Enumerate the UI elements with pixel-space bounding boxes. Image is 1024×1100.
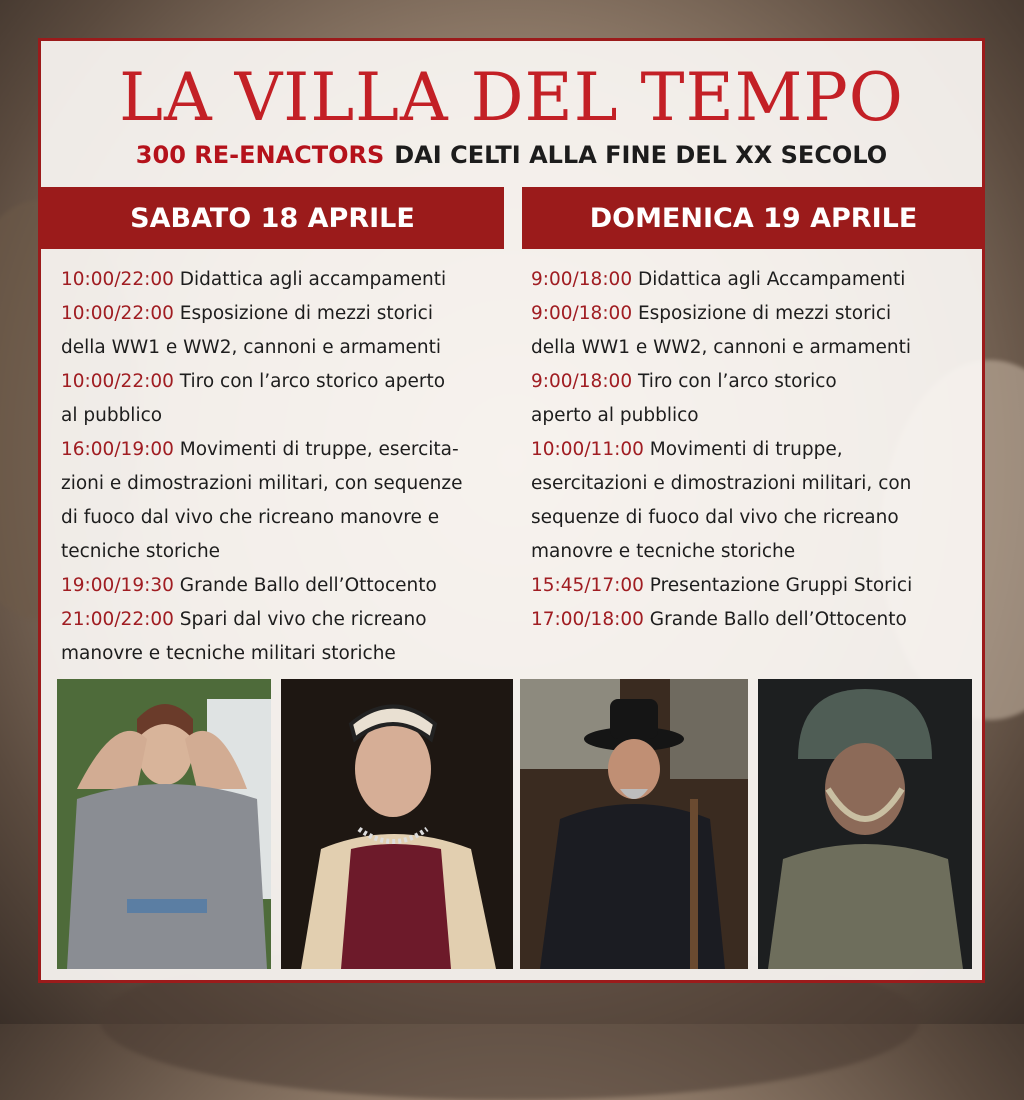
event-time: 10:00/22:00 <box>61 303 174 324</box>
event-description: zioni e dimostrazioni militari, con sequenze <box>61 473 463 494</box>
schedule-line <box>61 569 501 603</box>
event-description: Tiro con l’arco storico <box>637 371 837 392</box>
schedule-line <box>61 535 501 569</box>
event-time: 15:45/17:00 <box>531 575 644 596</box>
saturday-schedule <box>61 263 501 671</box>
event-description: tecniche storiche <box>61 541 221 562</box>
event-description: Esposizione di mezzi storici <box>637 303 892 324</box>
schedule-line <box>531 535 981 569</box>
event-description: manovre e tecniche militari storiche <box>61 643 396 664</box>
schedule-line <box>531 603 981 637</box>
schedule-line <box>531 263 981 297</box>
event-description: sequenze di fuoco dal vivo che ricreano <box>531 507 899 528</box>
event-description: di fuoco dal vivo che ricreano manovre e <box>61 507 440 528</box>
event-description: della WW1 e WW2, cannoni e armamenti <box>531 337 912 358</box>
saturday-heading: SABATO 18 APRILE <box>41 187 504 249</box>
event-description: Tiro con l’arco storico aperto <box>179 371 446 392</box>
poster-panel <box>38 38 985 983</box>
schedule-line <box>61 433 501 467</box>
schedule-line <box>531 433 981 467</box>
renaissance-woman-photo <box>281 679 513 969</box>
event-time: 21:00/22:00 <box>61 609 174 630</box>
schedule-line <box>531 467 981 501</box>
schedule-line <box>531 569 981 603</box>
event-description: della WW1 e WW2, cannoni e armamenti <box>61 337 442 358</box>
schedule-line <box>61 637 501 671</box>
event-time: 10:00/11:00 <box>531 439 644 460</box>
event-description: Presentazione Gruppi Storici <box>649 575 913 596</box>
event-description: Esposizione di mezzi storici <box>179 303 433 324</box>
event-description: Grande Ballo dell’Ottocento <box>649 609 907 630</box>
event-description: Grande Ballo dell’Ottocento <box>179 575 437 596</box>
event-description: Didattica agli Accampamenti <box>637 269 906 290</box>
schedule-line <box>61 297 501 331</box>
sunday-schedule <box>531 263 981 637</box>
schedule-line <box>61 603 501 637</box>
sunday-heading: DOMENICA 19 APRILE <box>522 187 985 249</box>
event-time: 9:00/18:00 <box>531 371 633 392</box>
celtic-woman-photo <box>57 679 271 969</box>
event-description: al pubblico <box>61 405 163 426</box>
event-description: Spari dal vivo che ricreano <box>179 609 427 630</box>
event-time: 10:00/22:00 <box>61 371 174 392</box>
schedule-line <box>61 331 501 365</box>
event-title: LA VILLA DEL TEMPO <box>119 59 904 136</box>
event-description: Movimenti di truppe, <box>649 439 843 460</box>
schedule-line <box>531 331 981 365</box>
schedule-line <box>531 501 981 535</box>
period-range: DAI CELTI ALLA FINE DEL XX SECOLO <box>394 141 888 169</box>
nineteenth-century-soldier-photo <box>520 679 748 969</box>
schedule-line <box>61 399 501 433</box>
event-time: 9:00/18:00 <box>531 303 633 324</box>
event-time: 16:00/19:00 <box>61 439 174 460</box>
event-description: aperto al pubblico <box>531 405 699 426</box>
event-description: Movimenti di truppe, esercita- <box>179 439 459 460</box>
schedule-line <box>61 501 501 535</box>
schedule-line <box>531 297 981 331</box>
event-time: 19:00/19:30 <box>61 575 174 596</box>
event-time: 9:00/18:00 <box>531 269 633 290</box>
schedule-line <box>61 263 501 297</box>
event-time: 10:00/22:00 <box>61 269 174 290</box>
reenactors-count: 300 RE-ENACTORS <box>135 141 385 169</box>
event-subtitle <box>41 141 982 169</box>
ww2-soldier-photo <box>758 679 972 969</box>
schedule-line <box>61 467 501 501</box>
schedule-line <box>61 365 501 399</box>
schedule-line <box>531 365 981 399</box>
event-description: manovre e tecniche storiche <box>531 541 796 562</box>
schedule-line <box>531 399 981 433</box>
event-description: esercitazioni e dimostrazioni militari, con <box>531 473 912 494</box>
event-time: 17:00/18:00 <box>531 609 644 630</box>
event-description: Didattica agli accampamenti <box>179 269 447 290</box>
